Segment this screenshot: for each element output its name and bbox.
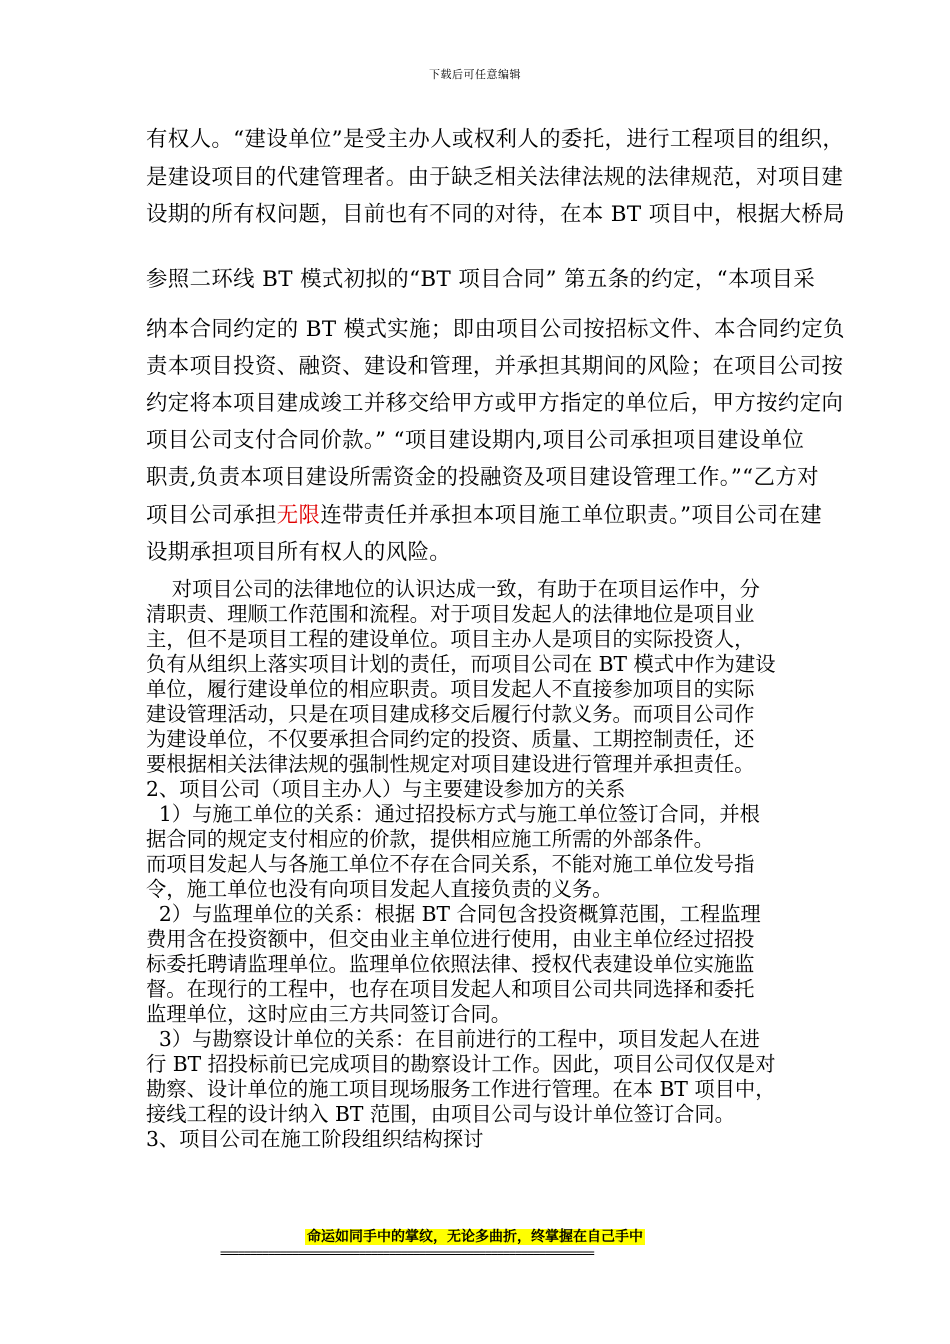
text-line: 负有从组织上落实项目计划的责任，而项目公司在 BT 模式中作为建设 xyxy=(146,652,776,676)
section-heading: 2、项目公司（项目主办人）与主要建设参加方的关系 xyxy=(146,777,626,801)
text-line: 3）与勘察设计单位的关系：在目前进行的工程中，项目发起人在进 xyxy=(146,1027,760,1051)
text-line: 清职责、理顺工作范围和流程。对于项目发起人的法律地位是项目业 xyxy=(146,602,755,626)
text-line: 约定将本项目建成竣工并移交给甲方或甲方指定的单位后，甲方按约定向 xyxy=(146,391,844,416)
text-line: 要根据相关法律法规的强制性规定对项目建设进行管理并承担责任。 xyxy=(146,752,755,776)
text-line: 参照二环线 BT 模式初拟的“BT 项目合同” 第五条的约定，“本项目采 xyxy=(146,267,816,292)
text-line: 令，施工单位也没有向项目发起人直接负责的义务。 xyxy=(146,877,613,901)
text-line: 主，但不是项目工程的建设单位。项目主办人是项目的实际投资人， xyxy=(146,627,755,651)
text-line: 责本项目投资、融资、建设和管理，并承担其期间的风险；在项目公司按 xyxy=(146,354,844,379)
text-line: 项目公司支付合同价款。” “项目建设期内,项目公司承担项目建设单位 xyxy=(146,428,805,453)
text-line: 督。在现行的工程中，也存在项目发起人和项目公司共同选择和委托 xyxy=(146,977,755,1001)
text-line: 设期的所有权问题，目前也有不同的对待，在本 BT 项目中，根据大桥局 xyxy=(146,202,845,227)
page-header-note: 下载后可任意编辑 xyxy=(429,68,521,81)
footer-divider: ============================================================== xyxy=(220,1246,594,1260)
text-line: 纳本合同约定的 BT 模式实施；即由项目公司按招标文件、本合同约定负 xyxy=(146,317,845,342)
text-line: 标委托聘请监理单位。监理单位依照法律、授权代表建设单位实施监 xyxy=(146,952,755,976)
text-line: 有权人。“建设单位”是受主办人或权利人的委托，进行工程项目的组织， xyxy=(146,127,845,152)
text-line: 设期承担项目所有权人的风险。 xyxy=(146,540,452,565)
text-line: 单位，履行建设单位的相应职责。项目发起人不直接参加项目的实际 xyxy=(146,677,755,701)
text-line: 职责,负责本项目建设所需资金的投融资及项目建设管理工作。”“乙方对 xyxy=(146,465,819,490)
text-segment: 连带责任并承担本项目施工单位职责。”项目公司在建 xyxy=(320,503,823,528)
text-line: 是建设项目的代建管理者。由于缺乏相关法律法规的法律规范，对项目建 xyxy=(146,165,844,190)
text-line: 对项目公司的法律地位的认识达成一致，有助于在项目运作中，分 xyxy=(146,577,760,601)
motto-text: 命运如同手中的掌纹，无论多曲折，终掌握在自己手中 xyxy=(307,1229,643,1245)
text-line: 行 BT 招投标前已完成项目的勘察设计工作。因此，项目公司仅仅是对 xyxy=(146,1052,776,1076)
section-heading: 3、项目公司在施工阶段组织结构探讨 xyxy=(146,1127,484,1151)
text-line: 1）与施工单位的关系：通过招投标方式与施工单位签订合同，并根 xyxy=(146,802,760,826)
text-line: 接线工程的设计纳入 BT 范围，由项目公司与设计单位签订合同。 xyxy=(146,1102,735,1126)
text-line: 2）与监理单位的关系：根据 BT 合同包含投资概算范围，工程监理 xyxy=(146,902,761,926)
footer-motto xyxy=(0,1226,950,1246)
text-line: 而项目发起人与各施工单位不存在合同关系，不能对施工单位发号指 xyxy=(146,852,755,876)
highlighted-term: 无限 xyxy=(276,503,321,528)
text-line: 费用含在投资额中，但交由业主单位进行使用，由业主单位经过招投 xyxy=(146,927,755,951)
text-line: 建设管理活动，只是在项目建成移交后履行付款义务。而项目公司作 xyxy=(146,702,755,726)
text-line xyxy=(146,498,822,529)
text-line: 据合同的规定支付相应的价款，提供相应施工所需的外部条件。 xyxy=(146,827,714,851)
text-line: 勘察、设计单位的施工项目现场服务工作进行管理。在本 BT 项目中， xyxy=(146,1077,776,1101)
text-segment: 项目公司承担 xyxy=(146,503,277,528)
text-line: 为建设单位，不仅要承担合同约定的投资、质量、工期控制责任，还 xyxy=(146,727,755,751)
text-line: 监理单位，这时应由三方共同签订合同。 xyxy=(146,1002,512,1026)
